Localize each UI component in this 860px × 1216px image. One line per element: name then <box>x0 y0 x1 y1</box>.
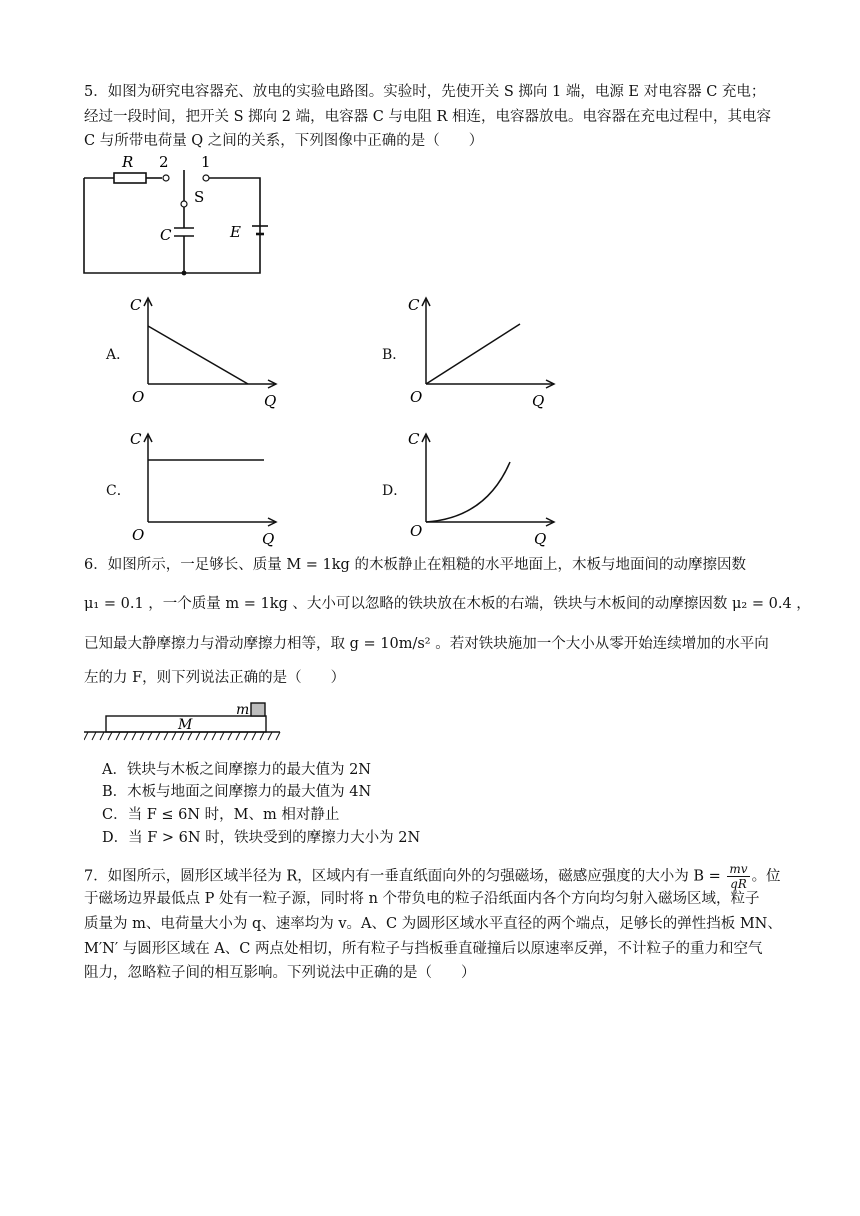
graph-d-x-label: Q <box>534 530 547 548</box>
q7-line-4: M′N′ 与圆形区域在 A、C 两点处相切，所有粒子与挡板垂直碰撞后以原速率反弹，不计粒子的重力和空气 <box>84 941 763 957</box>
graph-c-y-label: C <box>130 430 142 448</box>
q5-graph-b <box>406 292 566 412</box>
graph-a-x-label: Q <box>264 392 277 410</box>
graph-a-origin: O <box>132 388 145 406</box>
graph-b-y-label: C <box>408 296 420 314</box>
q5-graph-c <box>128 428 288 548</box>
q6-option-c: C．当 F ≤ 6N 时，M、m 相对静止 <box>102 807 340 823</box>
q7-line-1-text: 7．如图所示，圆形区域半径为 R，区域内有一垂直纸面向外的匀强磁场，磁感应强度的大小为 B = <box>84 868 721 885</box>
graph-d-y-label: C <box>408 430 420 448</box>
q5-graph-d <box>406 428 566 548</box>
q7-line-2: 于磁场边界最低点 P 处有一粒子源，同时将 n 个带负电的粒子沿纸面内各个方向均匀射入磁场区域，粒子 <box>84 891 760 907</box>
q7-fraction-numerator: mv <box>729 862 748 876</box>
battery-label: E <box>230 223 241 241</box>
capacitor-label: C <box>160 226 172 244</box>
switch-label: S <box>194 188 205 206</box>
q6-line-3: 已知最大静摩擦力与滑动摩擦力相等，取 g = 10m/s² 。若对铁块施加一个大小从零开始连续增加的水平向 <box>84 636 769 652</box>
graph-a-y-label: C <box>130 296 142 314</box>
q7-line-1-end: 。位 <box>751 868 781 885</box>
q5-line-1: 5．如图为研究电容器充、放电的实验电路图。实验时，先使开关 S 掷向 1 端，电源 E 对电容器 C 充电； <box>84 84 766 100</box>
graph-d-origin: O <box>410 522 423 540</box>
q5-line-3: C 与所带电荷量 Q 之间的关系，下列图像中正确的是（ ） <box>84 133 484 149</box>
switch-pos-2-label: 2 <box>159 153 169 171</box>
q7-line-3: 质量为 m、电荷量大小为 q、速率均为 v。A、C 为圆形区域水平直径的两个端点，足够长的弹性挡板 MN、 <box>84 916 782 932</box>
graph-b-x-label: Q <box>532 392 545 410</box>
resistor-label: R <box>122 153 134 171</box>
q5-option-d-label: D． <box>382 483 408 499</box>
graph-c-origin: O <box>132 526 145 544</box>
q6-option-d: D．当 F > 6N 时，铁块受到的摩擦力大小为 2N <box>102 830 421 846</box>
q5-option-c-label: C． <box>106 483 131 499</box>
board-mass-label: M <box>178 717 193 733</box>
graph-c-x-label: Q <box>262 530 275 548</box>
block-mass-label: m <box>236 702 250 718</box>
q7-line-5: 阻力，忽略粒子间的相互影响。下列说法中正确的是（ ） <box>84 965 476 981</box>
q6-board-diagram <box>84 696 284 748</box>
q7-line-1 <box>84 862 781 891</box>
q5-option-a-label: A． <box>106 347 131 363</box>
q6-option-a: A．铁块与木板之间摩擦力的最大值为 2N <box>102 762 371 778</box>
q5-option-b-label: B． <box>382 347 407 363</box>
q6-line-1: 6．如图所示，一足够长、质量 M = 1kg 的木板静止在粗糙的水平地面上，木板与地面间的动摩擦因数 <box>84 557 746 573</box>
q7-fraction-denominator: qR <box>730 877 747 891</box>
graph-b-origin: O <box>410 388 423 406</box>
q6-line-2: μ₁ = 0.1 ，一个质量 m = 1kg 、大小可以忽略的铁块放在木板的右端，铁块与木板间的动摩擦因数 μ₂ = 0.4 ， <box>84 596 811 612</box>
switch-pos-1-label: 1 <box>201 153 211 171</box>
q5-circuit-diagram <box>78 150 278 280</box>
q7-fraction <box>727 862 749 891</box>
q5-line-2: 经过一段时间，把开关 S 掷向 2 端，电容器 C 与电阻 R 相连，电容器放电。电容器在充电过程中，其电容 <box>84 109 772 125</box>
q5-graph-a <box>128 292 288 412</box>
q6-line-4: 左的力 F，则下列说法正确的是（ ） <box>84 670 346 686</box>
q6-option-b: B．木板与地面之间摩擦力的最大值为 4N <box>102 784 372 800</box>
